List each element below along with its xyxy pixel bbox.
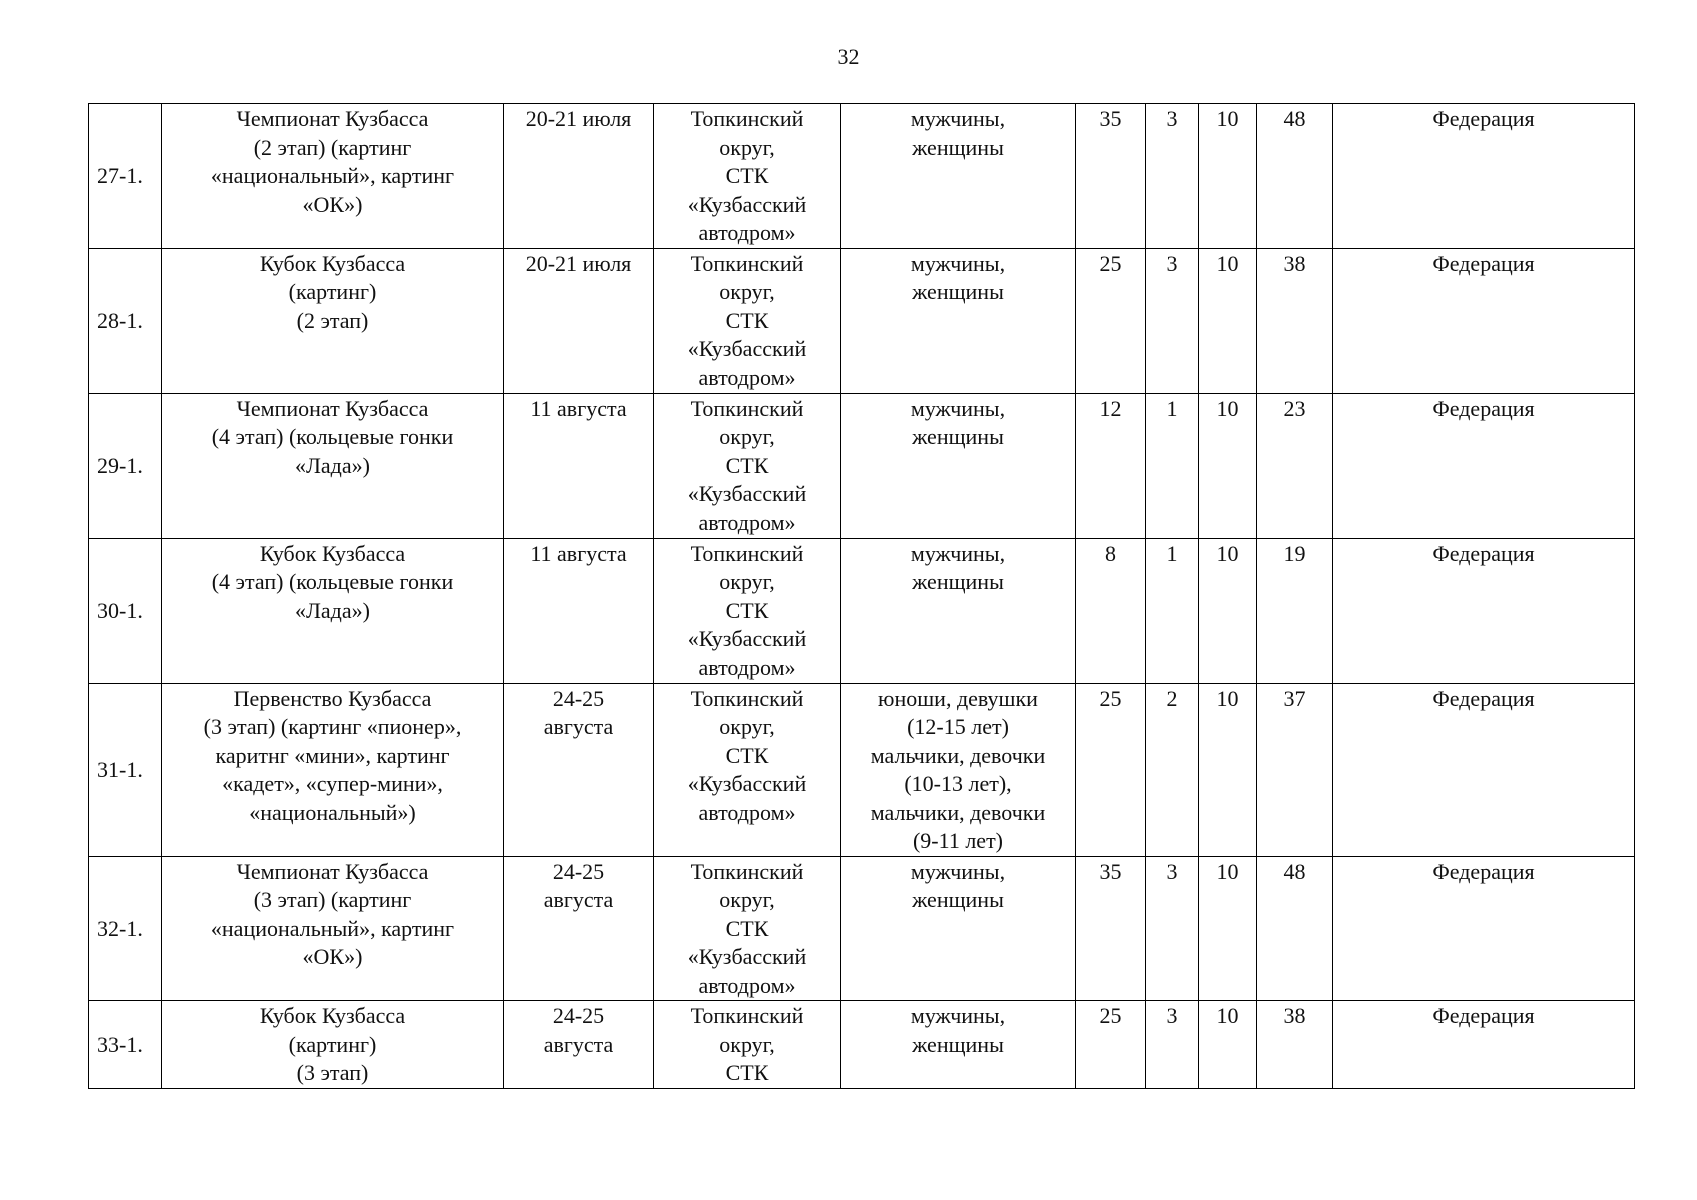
count-column-2: 1 — [1146, 393, 1199, 538]
event-place: Топкинский округ, СТК «Кузбасский автодром» — [654, 683, 841, 856]
event-participants: мужчины, женщины — [841, 1001, 1076, 1089]
table-row — [89, 248, 1635, 393]
count-column-4: 19 — [1257, 538, 1333, 683]
count-column-2: 3 — [1146, 248, 1199, 393]
count-column-4: 48 — [1257, 104, 1333, 249]
count-column-4: 38 — [1257, 248, 1333, 393]
row-number: 27-1. — [89, 104, 162, 249]
count-column-1: 8 — [1076, 538, 1146, 683]
count-column-3: 10 — [1199, 683, 1257, 856]
event-place: Топкинский округ, СТК «Кузбасский автодром» — [654, 393, 841, 538]
count-column-3: 10 — [1199, 1001, 1257, 1089]
event-place: Топкинский округ, СТК «Кузбасский автодром» — [654, 538, 841, 683]
page-number: 32 — [837, 44, 860, 69]
table-row — [89, 856, 1635, 1001]
event-name: Первенство Кузбасса (3 этап) (картинг «пионер», каритнг «мини», картинг «кадет», «супер-мини», «национальный») — [162, 683, 504, 856]
row-number: 29-1. — [89, 393, 162, 538]
table-row — [89, 104, 1635, 249]
count-column-2: 2 — [1146, 683, 1199, 856]
event-name: Кубок Кузбасса (картинг) (2 этап) — [162, 248, 504, 393]
row-number: 31-1. — [89, 683, 162, 856]
row-number: 28-1. — [89, 248, 162, 393]
count-column-4: 23 — [1257, 393, 1333, 538]
event-participants: мужчины, женщины — [841, 538, 1076, 683]
count-column-3: 10 — [1199, 248, 1257, 393]
count-column-4: 48 — [1257, 856, 1333, 1001]
event-participants: мужчины, женщины — [841, 248, 1076, 393]
event-date: 24-25 августа — [504, 683, 654, 856]
count-column-2: 1 — [1146, 538, 1199, 683]
count-column-3: 10 — [1199, 856, 1257, 1001]
event-name: Кубок Кузбасса (картинг) (3 этап) — [162, 1001, 504, 1089]
table-row — [89, 538, 1635, 683]
count-column-1: 25 — [1076, 248, 1146, 393]
event-date: 11 августа — [504, 393, 654, 538]
event-participants: мужчины, женщины — [841, 104, 1076, 249]
row-number: 33-1. — [89, 1001, 162, 1089]
event-participants: юноши, девушки (12-15 лет) мальчики, девочки (10-13 лет), мальчики, девочки (9-11 лет) — [841, 683, 1076, 856]
count-column-3: 10 — [1199, 104, 1257, 249]
event-organizer: Федерация — [1333, 104, 1635, 249]
count-column-1: 25 — [1076, 683, 1146, 856]
row-number: 30-1. — [89, 538, 162, 683]
event-name: Чемпионат Кузбасса (2 этап) (картинг «национальный», картинг «ОК») — [162, 104, 504, 249]
event-name: Кубок Кузбасса (4 этап) (кольцевые гонки «Лада») — [162, 538, 504, 683]
count-column-1: 35 — [1076, 104, 1146, 249]
event-place: Топкинский округ, СТК «Кузбасский автодром» — [654, 856, 841, 1001]
event-date: 24-25 августа — [504, 856, 654, 1001]
event-place: Топкинский округ, СТК «Кузбасский автодром» — [654, 248, 841, 393]
event-organizer: Федерация — [1333, 538, 1635, 683]
event-organizer: Федерация — [1333, 683, 1635, 856]
count-column-1: 35 — [1076, 856, 1146, 1001]
event-date: 11 августа — [504, 538, 654, 683]
event-date: 20-21 июля — [504, 104, 654, 249]
event-organizer: Федерация — [1333, 1001, 1635, 1089]
table-row — [89, 1001, 1635, 1089]
count-column-4: 37 — [1257, 683, 1333, 856]
events-table — [88, 103, 1635, 1089]
count-column-2: 3 — [1146, 1001, 1199, 1089]
event-name: Чемпионат Кузбасса (4 этап) (кольцевые гонки «Лада») — [162, 393, 504, 538]
count-column-3: 10 — [1199, 538, 1257, 683]
table-row — [89, 683, 1635, 856]
event-organizer: Федерация — [1333, 856, 1635, 1001]
count-column-4: 38 — [1257, 1001, 1333, 1089]
event-date: 20-21 июля — [504, 248, 654, 393]
event-participants: мужчины, женщины — [841, 393, 1076, 538]
count-column-2: 3 — [1146, 856, 1199, 1001]
count-column-1: 25 — [1076, 1001, 1146, 1089]
event-date: 24-25 августа — [504, 1001, 654, 1089]
event-participants: мужчины, женщины — [841, 856, 1076, 1001]
event-place: Топкинский округ, СТК «Кузбасский автодром» — [654, 104, 841, 249]
event-organizer: Федерация — [1333, 248, 1635, 393]
event-place: Топкинский округ, СТК — [654, 1001, 841, 1089]
event-organizer: Федерация — [1333, 393, 1635, 538]
table-row — [89, 393, 1635, 538]
count-column-3: 10 — [1199, 393, 1257, 538]
count-column-2: 3 — [1146, 104, 1199, 249]
row-number: 32-1. — [89, 856, 162, 1001]
count-column-1: 12 — [1076, 393, 1146, 538]
event-name: Чемпионат Кузбасса (3 этап) (картинг «национальный», картинг «ОК») — [162, 856, 504, 1001]
